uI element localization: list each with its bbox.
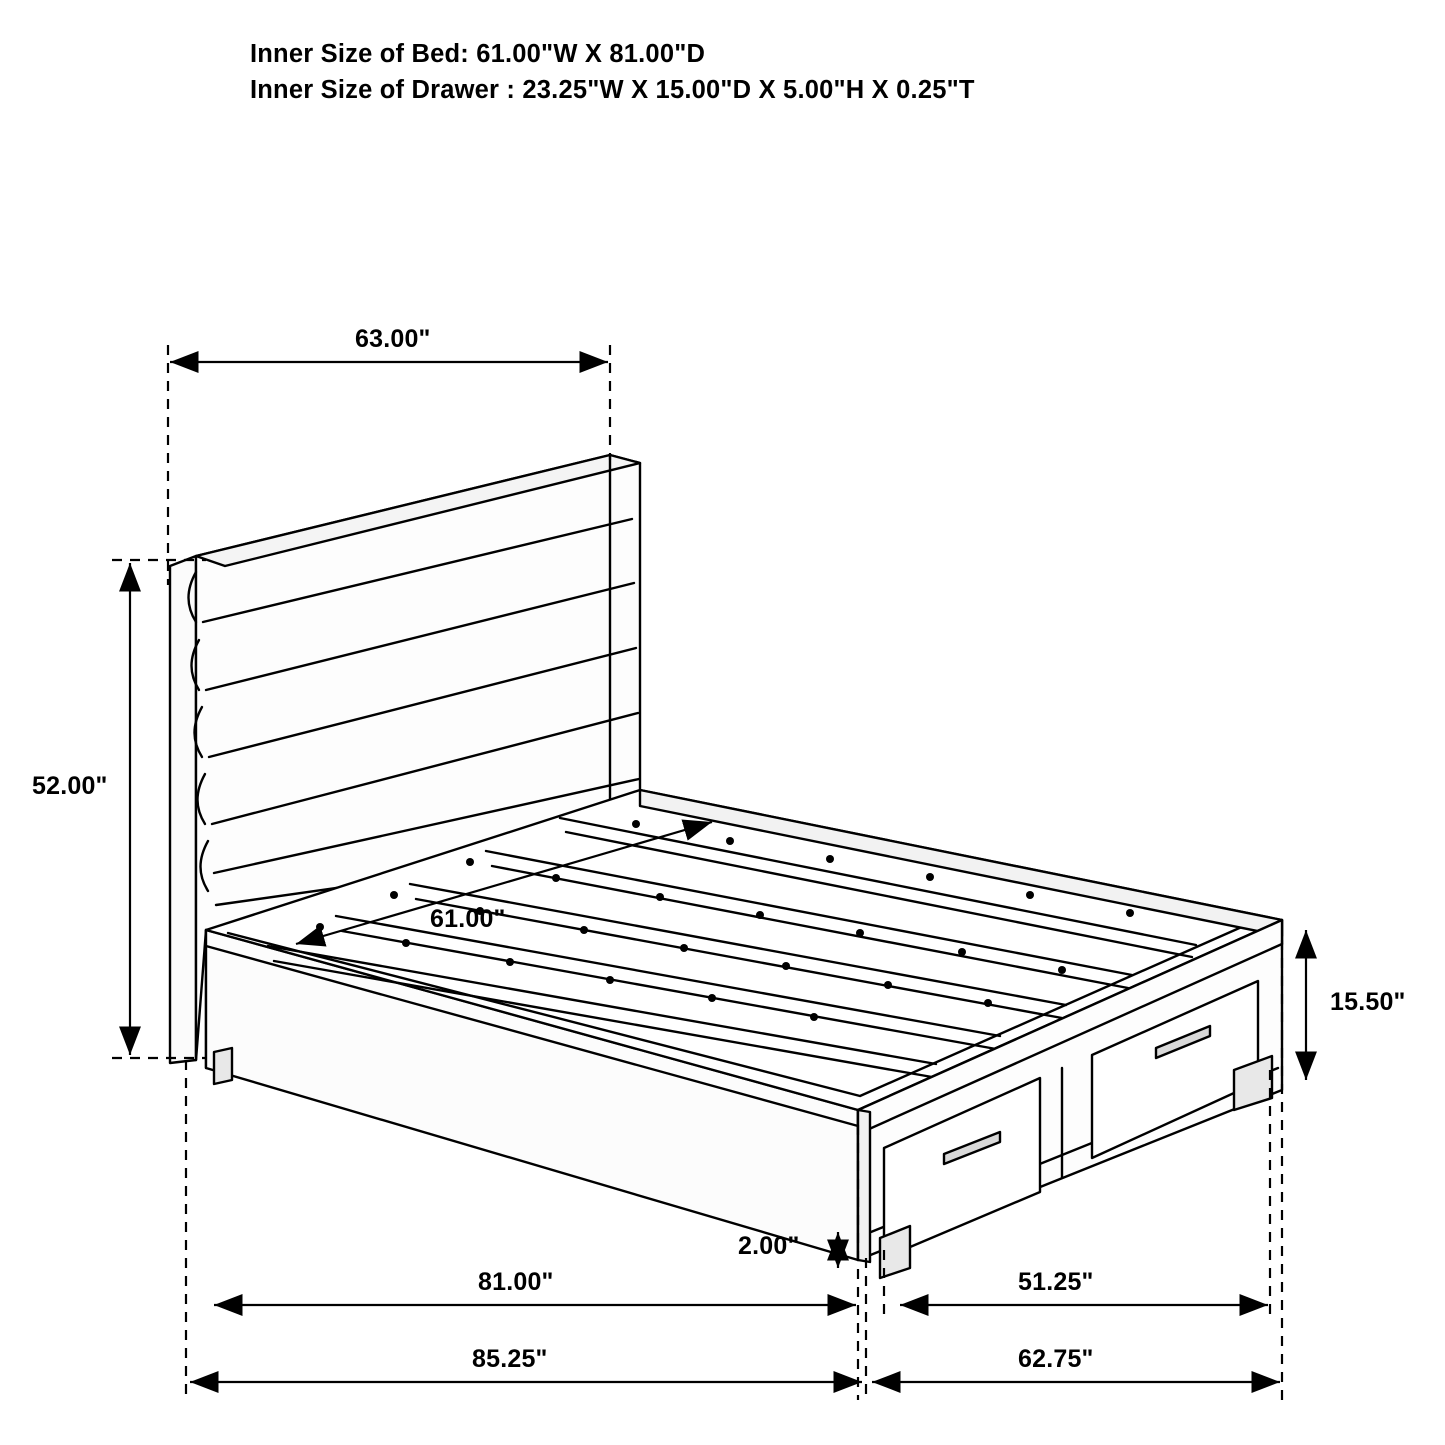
dim-label-leg-clearance: 2.00" bbox=[738, 1232, 800, 1260]
dim-label-bed-overall-depth: 85.25" bbox=[472, 1345, 548, 1373]
inner-size-drawer-note: Inner Size of Drawer : 23.25"W X 15.00"D X 5.00"H X 0.25"T bbox=[250, 76, 975, 105]
dim-label-footboard-height: 15.50" bbox=[1330, 988, 1406, 1016]
dim-label-mattress-width: 61.00" bbox=[430, 905, 506, 933]
dim-label-headboard-height: 52.00" bbox=[32, 772, 108, 800]
extension-lines bbox=[112, 345, 1282, 1400]
dim-label-footboard-overall-width: 62.75" bbox=[1018, 1345, 1094, 1373]
dim-label-footboard-inner-width: 51.25" bbox=[1018, 1268, 1094, 1296]
inner-size-bed-note: Inner Size of Bed: 61.00"W X 81.00"D bbox=[250, 40, 706, 68]
dim-label-headboard-width: 63.00" bbox=[355, 325, 431, 353]
dim-label-bed-inner-depth: 81.00" bbox=[478, 1268, 554, 1296]
